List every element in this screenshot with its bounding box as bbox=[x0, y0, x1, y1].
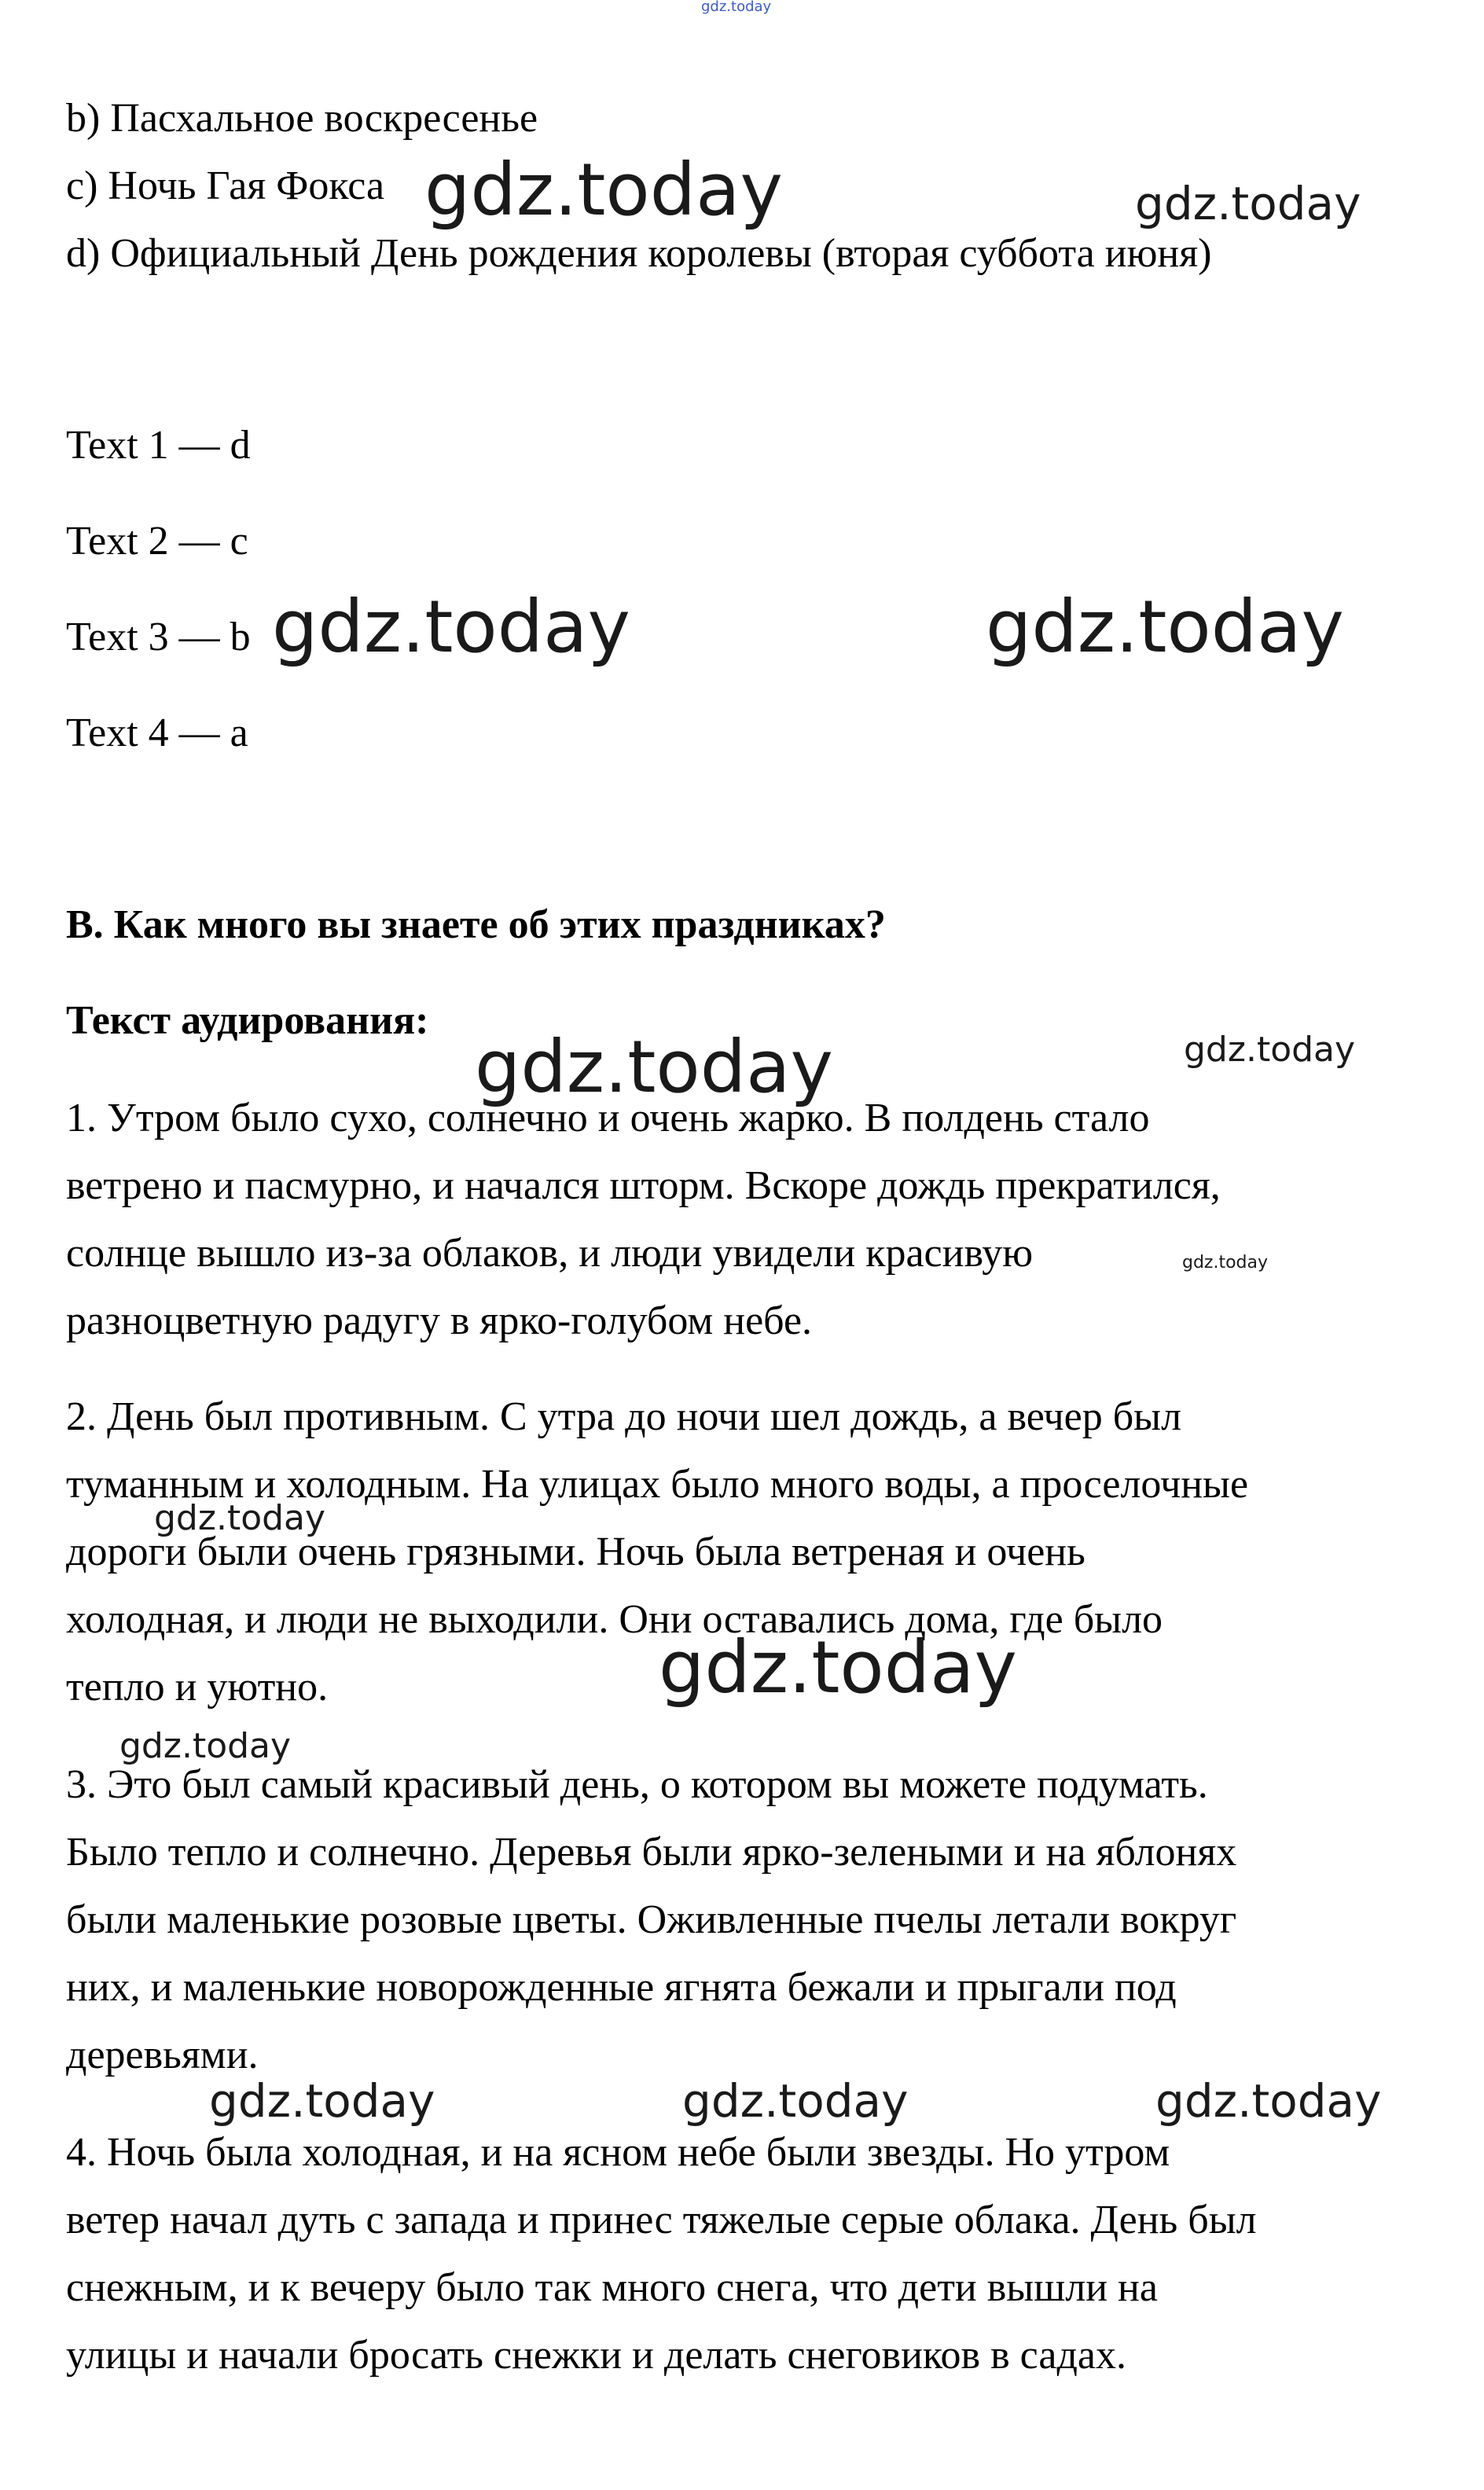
paragraph-line: 1. Утром было сухо, солнечно и очень жарко. В полдень стало bbox=[66, 1096, 1150, 1140]
watermark: gdz.today bbox=[119, 1726, 292, 1766]
answer-text-3: Text 3 — b bbox=[66, 615, 251, 659]
paragraph-line: деревьями. bbox=[66, 2033, 259, 2077]
paragraph-line: разноцветную радугу в ярко-голубом небе. bbox=[66, 1298, 813, 1343]
watermark: gdz.today bbox=[1155, 2074, 1382, 2128]
paragraph-line: 4. Ночь была холодная, и на ясном небе были звезды. Но утром bbox=[66, 2130, 1170, 2175]
watermark: gdz.today bbox=[682, 2074, 909, 2128]
paragraph-line: солнце вышло из-за облаков, и люди увидели красивую bbox=[66, 1231, 1034, 1276]
section-b-heading: B. Как много вы знаете об этих праздниках? bbox=[66, 902, 886, 947]
watermark: gdz.today bbox=[209, 2074, 435, 2128]
watermark: gdz.today bbox=[986, 585, 1344, 669]
paragraph-line: холодная, и люди не выходили. Они оставались дома, где было bbox=[66, 1597, 1163, 1642]
paragraph-line: них, и маленькие новорожденные ягнята бежали и прыгали под bbox=[66, 1965, 1177, 2010]
paragraph-line: 2. День был противным. С утра до ночи шел дождь, а вечер был bbox=[66, 1394, 1182, 1439]
option-b: b) Пасхальное воскресенье bbox=[66, 96, 538, 141]
option-c: c) Ночь Гая Фокса bbox=[66, 163, 385, 208]
watermark: gdz.today bbox=[475, 1025, 833, 1109]
paragraph-line: тепло и уютно. bbox=[66, 1665, 329, 1710]
watermark: gdz.today bbox=[154, 1498, 326, 1538]
watermark: gdz.today bbox=[424, 148, 783, 232]
watermark: gdz.today bbox=[1184, 1030, 1356, 1070]
watermark: gdz.today bbox=[1135, 177, 1361, 230]
paragraph-line: были маленькие розовые цветы. Оживленные пчелы летали вокруг bbox=[66, 1897, 1237, 1942]
watermark: gdz.today bbox=[1182, 1253, 1269, 1273]
listening-text-heading: Текст аудирования: bbox=[66, 998, 429, 1043]
answer-text-2: Text 2 — c bbox=[66, 519, 248, 564]
paragraph-line: Было тепло и солнечно. Деревья были ярко-зелеными и на яблонях bbox=[66, 1830, 1237, 1875]
option-d: d) Официальный День рождения королевы (вторая суббота июня) bbox=[66, 231, 1212, 276]
paragraph-line: ветрено и пасмурно, и начался шторм. Вскоре дождь прекратился, bbox=[66, 1163, 1221, 1208]
paragraph-line: 3. Это был самый красивый день, о котором вы можете подумать. bbox=[66, 1762, 1208, 1807]
watermark: gdz.today bbox=[272, 585, 630, 669]
watermark-top: gdz.today bbox=[701, 0, 772, 15]
watermark: gdz.today bbox=[659, 1625, 1017, 1710]
paragraph-line: улицы и начали бросать снежки и делать снеговиков в садах. bbox=[66, 2333, 1126, 2378]
answer-text-1: Text 1 — d bbox=[66, 423, 251, 468]
paragraph-line: туманным и холодным. На улицах было много воды, а проселочные bbox=[66, 1462, 1249, 1507]
paragraph-line: снежным, и к вечеру было так много снега, что дети вышли на bbox=[66, 2265, 1158, 2310]
paragraph-line: дороги были очень грязными. Ночь была ветреная и очень bbox=[66, 1530, 1085, 1574]
answer-text-4: Text 4 — a bbox=[66, 711, 248, 755]
paragraph-line: ветер начал дуть с запада и принес тяжелые серые облака. День был bbox=[66, 2198, 1257, 2242]
